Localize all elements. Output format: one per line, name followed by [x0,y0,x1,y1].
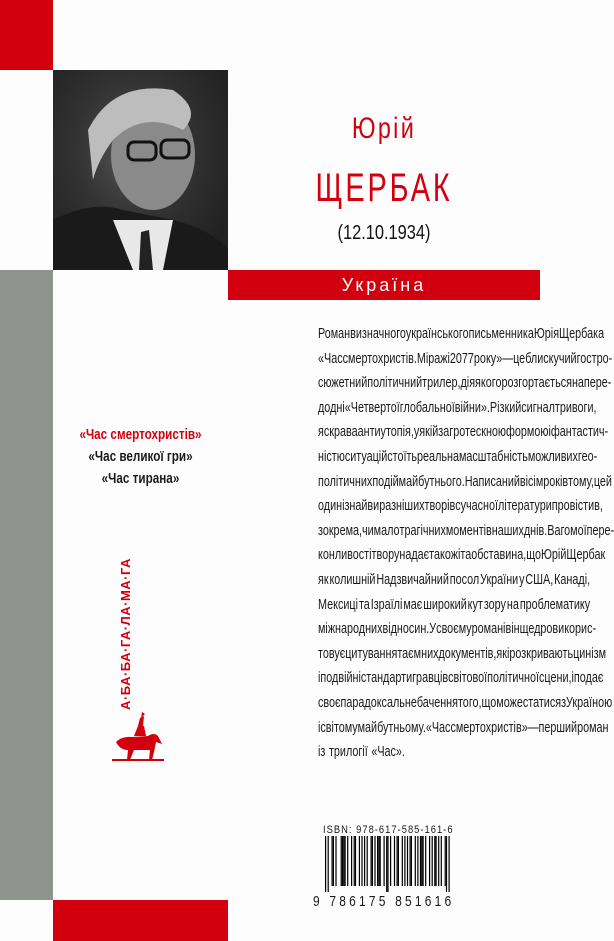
barcode-bar [449,836,450,892]
blurb-line: Мексиці та Ізраїлі має широкий кут зору на проблематику [318,595,591,613]
blurb-line: конливості твору надає також і та обставина, що Юрій Щербак [318,546,606,564]
barcode-bar [386,836,387,892]
barcode-bar [432,836,433,886]
publisher-logo-text: А·БА·БА·ГА·ЛА·МА·ГА [118,558,133,710]
blurb-line: Роман визначного українського письменника Юрія Щербака [318,325,605,342]
barcode-bar [397,836,398,886]
barcode-bar [364,836,365,886]
publisher-logo-icon [112,712,164,767]
barcode-bar [434,836,435,886]
blurb-line: один із найвиразніших творів сучасної літератури провістив, [318,497,603,515]
blurb-line: політичних подій майбутнього. Написаний вісім років тому, цей [318,472,612,490]
barcode-bar [359,836,360,886]
barcode-bar [341,836,342,886]
barcode-bar [446,836,447,892]
barcode-bar [355,836,356,886]
author-birth-date: (12.10.1934) [337,222,431,244]
author-photo [53,70,228,270]
barcode-bar [441,836,442,886]
barcode [323,836,451,894]
barcode-bar [398,836,399,886]
blurb-line: товує цитування таємних документів, які розкривають цинізм [318,644,607,662]
country-band: Україна [228,270,540,300]
barcode-bar [421,836,422,886]
blurb-line: і подвійні стандарти гравців світової політичної сцени, і подає [318,669,604,687]
trilogy-item: «Час тирана» [101,470,180,487]
barcode-bar [445,836,446,886]
barcode-bar [332,836,333,886]
barcode-bar [417,836,418,886]
barcode-bar [425,836,426,886]
isbn-text: ISBN: 978-617-585-161-6 [323,824,454,836]
blurb-line: як колишній Надзвичайний посол України у США, Канаді, [318,570,591,588]
barcode-bar [423,836,424,886]
barcode-bar [384,836,385,886]
barcode-bar [371,836,372,886]
barcode-bar [377,836,378,886]
author-first-name: Юрій [351,112,417,145]
blurb-line: зокрема, чимало трагічних моментів наших днів. Вагомої пере- [318,521,614,539]
blurb-line: своє парадоксальне бачення того, що може статися з Україною [318,693,613,711]
barcode-bar [367,836,368,886]
barcode-bar [436,836,437,886]
barcode-bar [374,836,375,886]
barcode-bar [402,836,403,886]
blurb-line: із трилогії «Час». [318,743,405,761]
barcode-bar [325,836,326,892]
barcode-bar [404,836,405,886]
barcode-bar [380,836,381,886]
blurb-line: «Час смертохристів. Міражі 2077 року» — це блискучий гостро- [318,349,613,367]
red-block-bottom [53,900,228,941]
barcode-bar [328,836,329,892]
trilogy-item: «Час смертохристів» [79,426,202,443]
barcode-bar [420,836,421,886]
blurb-line: і світом у майбутньому. «Час смертохристів» — перший роман [318,718,609,736]
barcode-bar [407,836,408,886]
blurb-text [318,322,614,765]
barcode-bar [347,836,348,886]
barcode-bar [390,836,391,886]
ean-digits: 9 786175 851616 [313,893,455,910]
trilogy-list [53,424,228,490]
blurb-line: додні «Четвертої глобальної війни». Різкий сигнал тривоги, [318,398,597,416]
barcode-bar [335,836,336,886]
blurb-line: ністю ситуацій стоїть реальна масштабність можливих гео- [318,447,598,465]
barcode-bar [333,836,334,886]
barcode-bar [410,836,411,886]
author-last-name: ЩЕРБАК [315,166,453,210]
barcode-bar [438,836,439,886]
barcode-bar [345,836,346,886]
blurb-line: міжнародних відносин. У своєму романі він щедро викорис- [318,620,597,638]
barcode-bar [354,836,355,886]
barcode-bar [361,836,362,886]
barcode-bar [387,836,388,892]
barcode-bar [378,836,379,886]
trilogy-item: «Час великої гри» [88,448,193,465]
barcode-bar [411,836,412,886]
gray-strip [0,270,53,900]
barcode-bar [343,836,344,886]
barcode-bar [342,836,343,886]
barcode-bar [429,836,430,886]
barcode-bar [372,836,373,886]
barcode-bar [351,836,352,886]
barcode-bar [415,836,416,886]
barcode-bar [394,836,395,886]
red-block-top [0,0,53,70]
blurb-line: сюжетний політичний трилер, дія якого розгортається напере- [318,374,612,392]
blurb-line: яскрава антиутопія, у якій за гротескною формою і фантастич- [318,423,609,441]
